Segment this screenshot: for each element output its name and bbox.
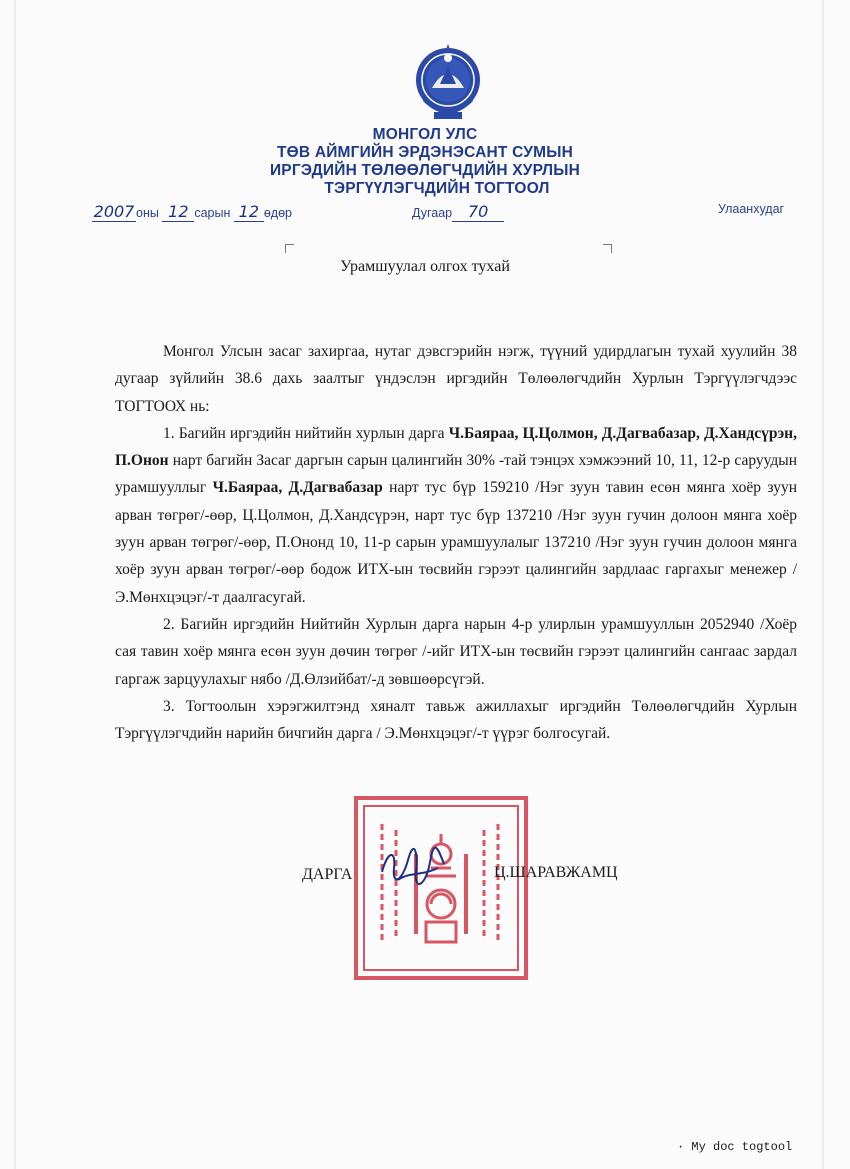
document-body: [115, 338, 797, 747]
item-2: 2. Багийн иргэдийн Нийтийн Хурлын дарга нарын 4-р улирлын урамшууллын 2052940 /Хоёр сая тавин хоёр мянга есөн зуун дөчин төгрөг /-ийг ИТХ-ын төсвийн гэрээт цалингийн сангаас зардал гаргаж зарцуулахыг нябо /Д.Өлзийбат/-д зөвшөөрсүгэй.: [115, 615, 797, 688]
header-district: ТӨВ АЙМГИЙН ЭРДЭНЭСАНТ СУМЫН: [277, 144, 573, 161]
item-1-text-a: 1. Багийн иргэдийн нийтийн хурлын дарга: [163, 424, 449, 442]
handwritten-signature: [378, 842, 448, 892]
year-label: оны: [136, 206, 159, 220]
header-country: МОНГОЛ УЛС: [372, 126, 478, 143]
item-1-names-2: Ч.Баяраа, Д.Дагвабазар: [212, 479, 383, 497]
number-handwritten: 70: [452, 202, 504, 222]
header-council: ИРГЭДИЙН ТӨЛӨӨЛӨГЧДИЙН ХУРЛЫН: [269, 162, 581, 179]
day-label: өдөр: [263, 206, 293, 220]
item-1: [115, 420, 797, 611]
month-label: сарын: [194, 206, 231, 220]
number-line: [412, 202, 504, 222]
corner-mark-left: [285, 244, 294, 253]
date-line: [92, 202, 292, 222]
item-3: 3. Тогтоолын хэрэгжилтэнд хяналт тавьж ажиллахыг иргэдийн Төлөөлөгчдийн Хурлын Тэргүүлэгчдийн нарийн бичгийн дарга / Э.Мөнхцэцэг/-т үүрэг болгосугай.: [115, 697, 797, 743]
place-name: Улаанхудаг: [718, 202, 785, 216]
header-doc-type: ТЭРГҮҮЛЭГЧДИЙН ТОГТООЛ: [324, 180, 550, 197]
document-subject: Урамшуулал олгох тухай: [340, 258, 510, 275]
signatory-name: Ц.ШАРАВЖАМЦ: [494, 864, 618, 881]
day-handwritten: 12: [234, 202, 264, 222]
state-emblem-icon: [412, 40, 484, 126]
item-1-text-b: нарт багийн Засаг даргын сарын цалингийн 30% -тай тэнцэх хэмжээний 10, 11, 12-р саруудын урамшууллыг: [115, 452, 797, 497]
year-handwritten: 2007: [93, 202, 135, 221]
signature-title: ДАРГА: [302, 866, 353, 883]
item-1-names: Ч.Баяраа, Ц.Цолмон, Д.Дагвабазар, Д.Хандсүрэн, П.Онон: [115, 424, 797, 470]
intro-paragraph: Монгол Улсын засаг захиргаа, нутаг дэвсгэрийн нэгж, түүний удирдлагын тухай хуулийн 38 дугаар зүйлийн 38.6 дахь заалтыг үндэслэн иргэдийн Төлөөлөгчдийн Хурлын Тэргүүлэгчдээс ТОГТООХ нь:: [115, 343, 797, 415]
month-handwritten: 12: [162, 202, 194, 222]
footer-file-label: · My doc togtool: [677, 1140, 793, 1154]
number-label: Дугаар: [412, 206, 453, 220]
corner-mark-right: [603, 244, 612, 253]
item-1-text-c: нарт тус бүр 159210 /Нэг зуун тавин есөн мянга хоёр зуун арван төгрөг/-өөр, Ц.Цолмон, Д.Хандсүрэн, нарт тус бүр 137210 /Нэг зуун гучин долоон мянга хоёр зуун арван төгрөг/-өөр, П.Ононд 10, 11-р сарын урамшуулалыг 137210 /Нэг зуун гучин долоон мянга хоёр зуун арван төгрөг/-өөр бодож ИТХ-ын төсвийн гэрээт цалингийн зардлаас гаргахыг менежер /Э.Мөнхцэцэг/-т даалгасугай.: [115, 479, 798, 606]
